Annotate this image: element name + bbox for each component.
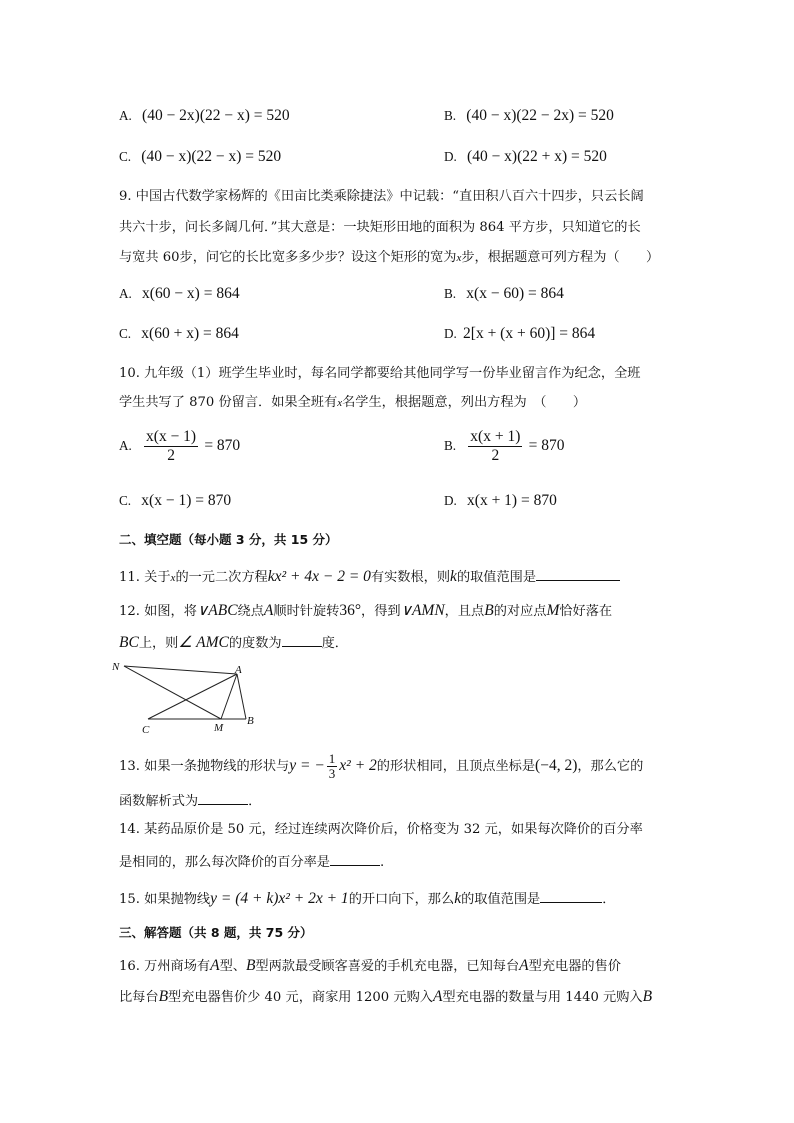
segment-na	[124, 666, 237, 674]
q10-line-2: 学生共写了 870 份留言．如果全班有x名学生，根据题意，列出方程为 （ ）	[119, 395, 587, 410]
fig-label-m: M	[214, 722, 224, 734]
q14-line-2: 是相同的，那么每次降价的百分率是 .	[119, 851, 384, 873]
fig-label-c: C	[142, 724, 150, 736]
q10-option-c[interactable]: C. x(x − 1) = 870	[119, 492, 232, 509]
q8-option-c[interactable]: C. (40 − x)(22 − x) = 520	[119, 148, 282, 165]
section-3-heading: 三、解答题（共 8 题，共 75 分）	[119, 925, 313, 940]
q9-line-3: 与宽共 60步，问它的长比宽多多少步？设这个矩形的宽为x步，根据题意可列方程为（ ）	[119, 250, 660, 265]
q11-answer-blank[interactable]	[536, 566, 620, 581]
q10-option-c-expr: x(x − 1) = 870	[141, 492, 232, 509]
q13-line-1: 13. 如果一条抛物线的形状与y = − $\frac{1}{3}$ x² + 2的形状相同，且顶点坐标是(−4, 2)，那么它的	[119, 751, 644, 781]
q9-option-c[interactable]: C. x(60 + x) = 864	[119, 325, 239, 342]
q8-option-c-expr: (40 − x)(22 − x) = 520	[141, 148, 282, 165]
q8-option-a[interactable]: A. (40 − 2x)(22 − x) = 520	[119, 107, 290, 124]
q10-option-b-fraction: $\frac{x(x + 1)}{2}$	[470, 428, 521, 464]
q10-var-x: x	[337, 397, 343, 409]
q12-line-2: BC上，则∠ AMC的度数为 度．	[119, 634, 348, 651]
q16-line-2: 比每台B型充电器售价少 40 元，商家用 1200 元购入A型充电器的数量与用 1440 元购入B	[119, 988, 653, 1005]
q13-answer-blank[interactable]	[198, 790, 248, 805]
q15-equation: y = (4 + k)x² + 2x + 1	[210, 890, 349, 907]
q8-option-a-expr: (40 − 2x)(22 − x) = 520	[142, 107, 290, 124]
q10-option-d-expr: x(x + 1) = 870	[467, 492, 557, 509]
fig-label-b: B	[247, 715, 254, 727]
q8-option-b[interactable]: B. (40 − x)(22 − 2x) = 520	[444, 107, 614, 124]
q9-option-b-expr: x(x − 60) = 864	[466, 285, 564, 302]
q15-answer-blank[interactable]	[540, 888, 602, 903]
q13-line-2: 函数解析式为 ．	[119, 790, 261, 812]
section-2-heading: 二、填空题（每小题 3 分，共 15 分）	[119, 532, 338, 547]
q13-fraction: $\frac{1}{3}$	[328, 751, 336, 781]
q9-option-d[interactable]: D. 2[x + (x + 60)] = 864	[444, 325, 596, 342]
q16-line-1: 16. 万州商场有A型、B型两款最受顾客喜爱的手机充电器，已知每台A型充电器的售价	[119, 957, 621, 974]
q11-equation: kx² + 4x − 2 = 0	[267, 568, 371, 585]
q10-option-a-fraction: $\frac{x(x - 1)}{2}$	[146, 428, 197, 464]
q10-option-d[interactable]: D. x(x + 1) = 870	[444, 492, 557, 509]
q8-option-d-expr: (40 − x)(22 + x) = 520	[467, 148, 607, 165]
segment-nm	[124, 666, 221, 719]
q9-option-a[interactable]: A. x(60 − x) = 864	[119, 285, 240, 302]
fig-label-n: N	[112, 661, 120, 673]
q8-option-d[interactable]: D. (40 − x)(22 + x) = 520	[444, 148, 607, 165]
q15-line: 15. 如果抛物线y = (4 + k)x² + 2x + 1的开口向下，那么k的取值范围是 ．	[119, 890, 616, 907]
q14-line-1: 14. 某药品原价是 50 元，经过连续两次降价后，价格变为 32 元，如果每次降价的百分率	[119, 822, 643, 837]
q9-option-c-expr: x(60 + x) = 864	[141, 325, 239, 342]
q9-option-b[interactable]: B. x(x − 60) = 864	[444, 285, 564, 302]
q12-answer-blank[interactable]	[282, 632, 322, 647]
q12-line-1: 12. 如图，将∨ABC绕点A顺时针旋转36°，得到∨AMN，且点B的对应点M恰好落在	[119, 602, 613, 619]
q10-line-1: 10. 九年级（1）班学生毕业时，每名同学都要给其他同学写一份毕业留言作为纪念，全班	[119, 366, 641, 381]
q9-line-2: 共六十步，问长多阔几何．”其大意是：一块矩形田地的面积为 864 平方步，只知道它的长	[119, 220, 641, 235]
q9-line-1: 9. 中国古代数学家杨辉的《田亩比类乘除捷法》中记载：“直田积八百六十四步，只云长阔	[119, 189, 644, 204]
q10-option-b[interactable]: B. $\frac{x(x + 1)}{2}$ = 870	[444, 428, 565, 464]
q9-option-d-expr: 2[x + (x + 60)] = 864	[463, 325, 596, 342]
segment-ab	[237, 674, 246, 719]
fig-label-a: A	[235, 664, 242, 676]
q8-option-b-expr: (40 − x)(22 − 2x) = 520	[466, 107, 614, 124]
q14-answer-blank[interactable]	[330, 851, 380, 866]
q11-line: 11. 关于x的一元二次方程kx² + 4x − 2 = 0有实数根，则k的取值范围是	[119, 566, 620, 588]
q9-var-x: x	[456, 252, 462, 264]
q10-option-a[interactable]: A. $\frac{x(x - 1)}{2}$ = 870	[119, 428, 241, 464]
q12-triangle-figure	[110, 660, 270, 740]
q9-option-a-expr: x(60 − x) = 864	[142, 285, 240, 302]
